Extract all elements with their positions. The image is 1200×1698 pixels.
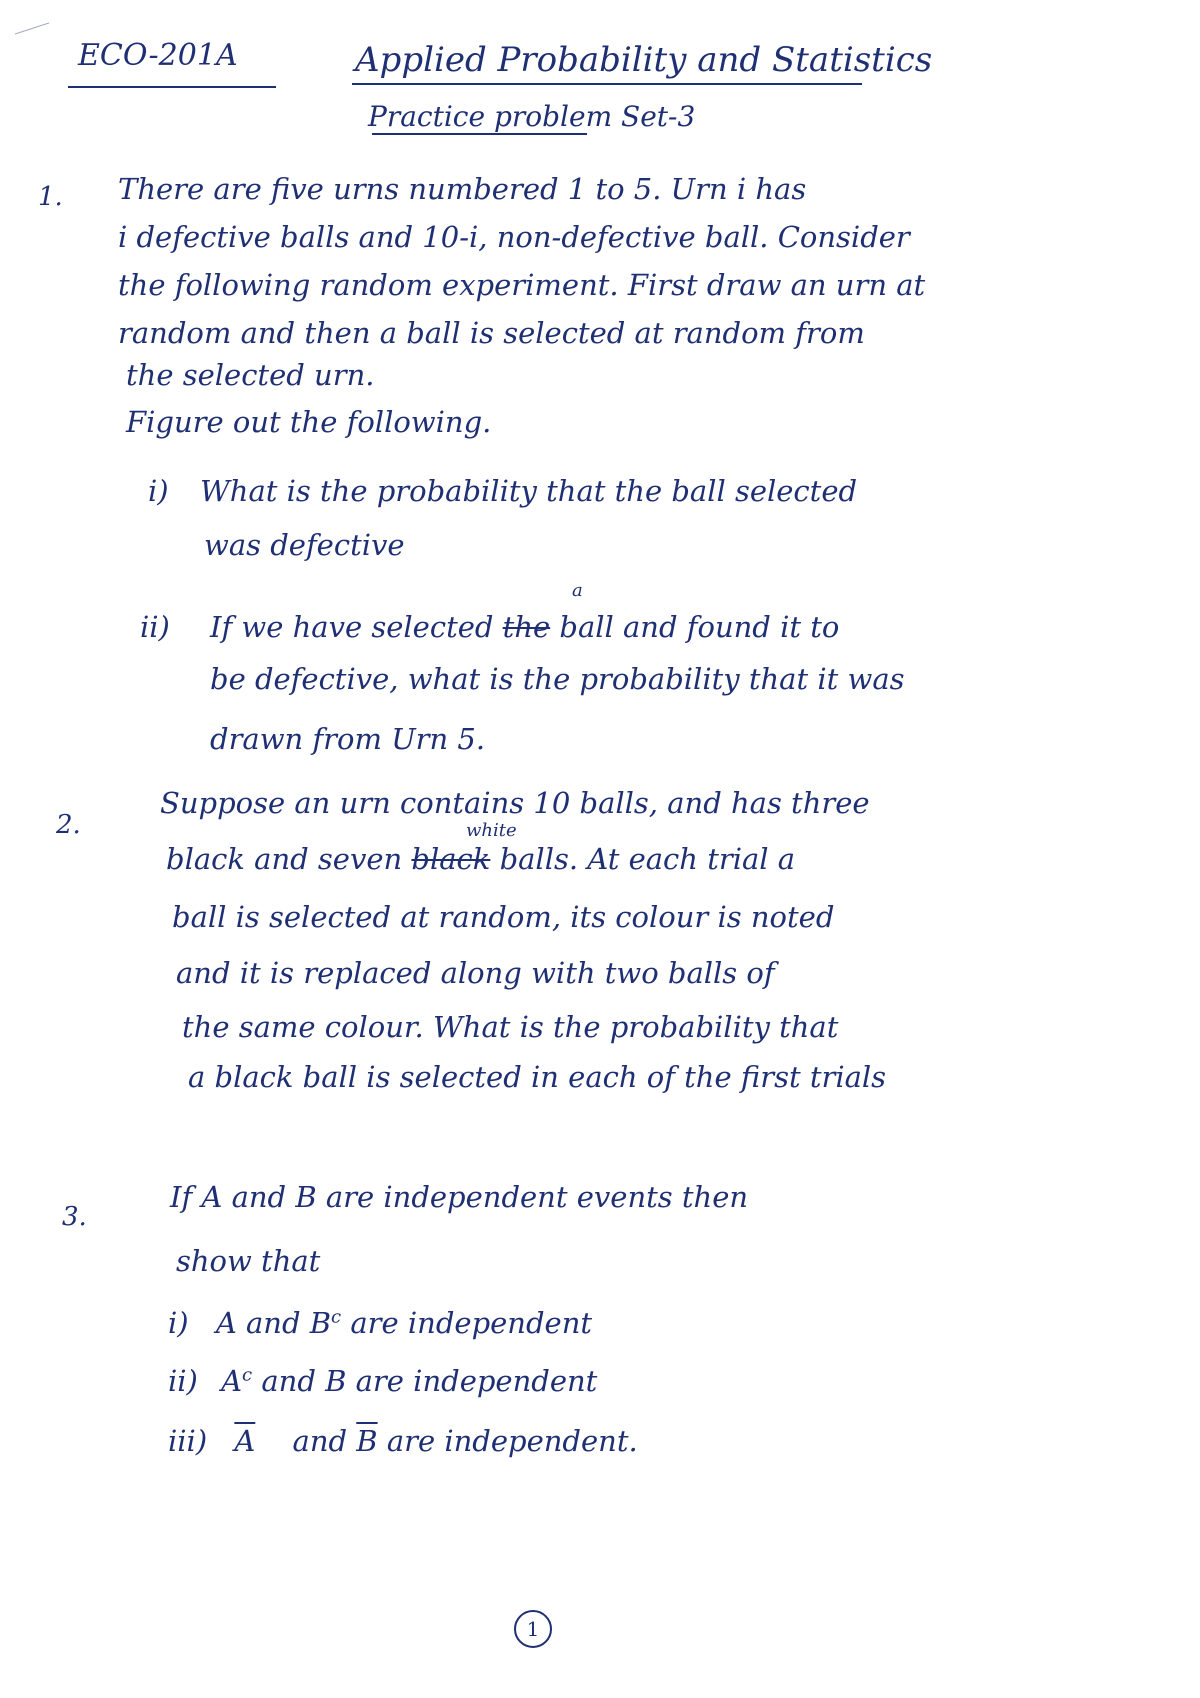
problem-2-line: ball is selected at random, its colour is noted — [172, 900, 835, 934]
part-tail: are independent — [355, 1364, 598, 1398]
problem-2-line: the same colour. What is the probability that — [182, 1010, 839, 1044]
course-code: ECO-201A — [78, 38, 238, 73]
problem-1-part-ii-line: be defective, what is the probability that it was — [210, 662, 905, 696]
part-label: i) — [168, 1306, 189, 1340]
problem-1-number: 1. — [38, 182, 63, 212]
problem-3-line: show that — [176, 1244, 321, 1278]
line-text: ball and found it to — [559, 610, 840, 644]
subtitle-underline — [372, 133, 587, 135]
event-b: B — [325, 1364, 347, 1398]
event-b-bar: $\overline{B}$ — [356, 1424, 378, 1458]
problem-1-part-label: ii) — [140, 610, 170, 644]
problem-1-line: Figure out the following. — [126, 405, 492, 439]
and-word: and — [245, 1306, 301, 1340]
page-number — [514, 1610, 552, 1648]
problem-3-part-i — [168, 1306, 592, 1340]
problem-1-line: the selected urn. — [126, 358, 375, 392]
event-a: A — [215, 1306, 237, 1340]
part-tail: are independent. — [386, 1424, 638, 1458]
complement-superscript: c — [331, 1306, 342, 1328]
problem-3-part-ii — [168, 1364, 597, 1398]
event-b: B — [309, 1306, 332, 1340]
problem-1-part-ii-line: drawn from Urn 5. — [210, 722, 486, 756]
problem-2-line: and it is replaced along with two balls of — [176, 956, 775, 990]
problem-3-line: If A and B are independent events then — [170, 1180, 749, 1214]
line-text: balls. At each trial a — [499, 842, 796, 876]
line-text: black and seven — [166, 842, 403, 876]
document-title: Applied Probability and Statistics — [355, 40, 933, 80]
problem-1-line: i defective balls and 10-i, non-defective ball. Consider — [118, 220, 910, 254]
problem-1-part-label: i) — [148, 474, 169, 508]
line-text: If we have selected — [210, 610, 494, 644]
problem-1-line: There are five urns numbered 1 to 5. Urn i has — [118, 172, 807, 206]
document-subtitle: Practice problem Set-3 — [368, 100, 696, 133]
part-label: ii) — [168, 1364, 198, 1398]
complement-superscript: c — [242, 1364, 253, 1386]
part-tail: are independent — [350, 1306, 593, 1340]
event-a-bar: $\overline{A}$ — [234, 1424, 256, 1458]
problem-3-part-iii — [168, 1424, 638, 1458]
problem-3-number: 3. — [62, 1202, 87, 1232]
problem-2-line: Suppose an urn contains 10 balls, and has three — [160, 786, 870, 820]
problem-2-line — [166, 842, 795, 876]
struck-word: black — [411, 842, 491, 876]
part-label: iii) — [168, 1424, 208, 1458]
and-word: and — [292, 1424, 348, 1458]
course-code-underline — [68, 86, 276, 88]
and-word: and — [261, 1364, 316, 1398]
problem-2-number: 2. — [56, 810, 81, 840]
problem-2-line: a black ball is selected in each of the first trials — [188, 1060, 887, 1094]
event-a: A — [221, 1364, 243, 1398]
struck-word: the — [502, 610, 551, 644]
stray-ink-mark — [15, 22, 50, 34]
problem-1-line: the following random experiment. First draw an urn at — [118, 268, 926, 302]
problem-1-line: random and then a ball is selected at random from — [118, 316, 865, 350]
problem-1-part-ii-insert: a — [572, 580, 583, 601]
problem-1-part-ii-line — [210, 610, 839, 644]
problem-1-part-i-line: What is the probability that the ball selected — [200, 474, 858, 508]
problem-1-part-i-line: was defective — [204, 528, 405, 562]
problem-2-insert: white — [466, 820, 517, 841]
title-underline — [352, 83, 862, 85]
page-number-circle: 1 — [514, 1610, 552, 1648]
